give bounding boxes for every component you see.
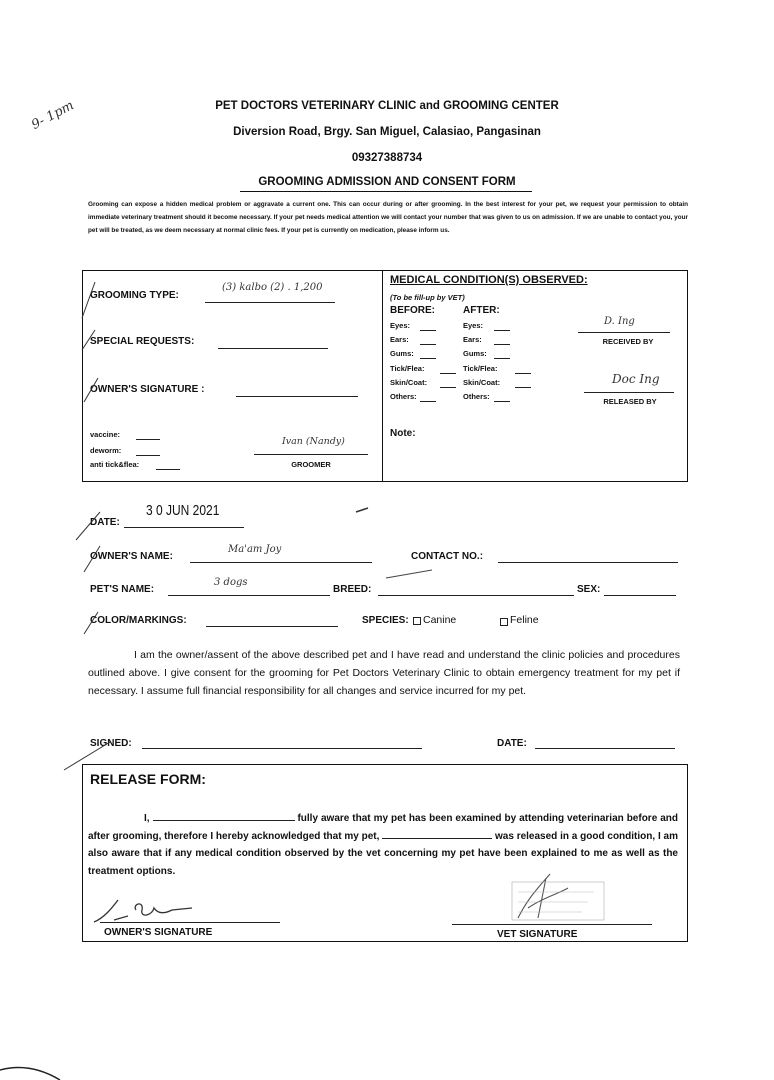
- special-requests-label: SPECIAL REQUESTS:: [90, 336, 195, 347]
- grooming-type-label: GROOMING TYPE:: [90, 290, 179, 301]
- vaccine-label: vaccine:: [90, 430, 121, 439]
- margin-note: 9- 1pm: [29, 98, 77, 133]
- after-item: Tick/Flea:: [463, 363, 498, 373]
- contact-label: CONTACT NO.:: [411, 551, 484, 562]
- after-item: Gums:: [463, 349, 487, 359]
- received-by-value[interactable]: D. Ing: [604, 316, 635, 327]
- species-label: SPECIES:: [362, 615, 409, 626]
- clinic-phone: 09327388734: [351, 152, 423, 164]
- release-text-1: fully aware that my pet has been examined by attending veterinarian before and after grooming, therefore I hereby acknowledged that my pet,: [88, 813, 678, 842]
- vet-sig-label: VET SIGNATURE: [497, 929, 578, 940]
- color-markings-label: COLOR/MARKINGS:: [90, 615, 187, 626]
- released-by-label: RELEASED BY: [603, 397, 657, 406]
- clinic-address: Diversion Road, Brgy. San Miguel, Calasiao, Pangasinan: [233, 126, 541, 138]
- note-label: Note:: [390, 428, 416, 439]
- signed-date-label: DATE:: [497, 738, 527, 749]
- before-item: Skin/Coat:: [390, 377, 428, 387]
- after-item: Ears:: [463, 335, 482, 345]
- before-item: Eyes:: [390, 321, 411, 330]
- released-by-value[interactable]: Doc Ing: [612, 372, 660, 386]
- date-label: DATE:: [90, 517, 120, 528]
- after-item: Eyes:: [463, 321, 484, 330]
- feline-label: Feline: [510, 614, 539, 626]
- intro-paragraph: Grooming can expose a hidden medical problem or aggravate a current one. This can occur during or after grooming. In the best interest for your pet, we request your permission to obtain immediate veterinary treatment should it become necessary. If your pet needs medical attention we will contact your number that was given to us on admission. If we are unable to contact you, your pet will be treated, as we deem necessary at normal clinic fees. If your pet is currently on medication, please inform us.: [88, 201, 688, 234]
- release-text-2: was released in a good condition, I am also aware that if any medical condition observed by the vet concerning my pet have been explained to me as well as the treatment options.: [88, 830, 678, 877]
- before-item: Tick/Flea:: [390, 363, 425, 373]
- pet-name-value[interactable]: 3 dogs: [214, 577, 248, 588]
- release-i: I,: [144, 813, 150, 824]
- groomer-name[interactable]: Ivan (Nandy): [282, 436, 345, 447]
- before-item: Others:: [390, 392, 417, 401]
- owner-name-value[interactable]: Ma'am Joy: [228, 544, 282, 555]
- release-title: RELEASE FORM:: [90, 771, 206, 787]
- anti-tick-label: anti tick&flea:: [90, 460, 140, 469]
- medical-subtitle: (To be fill-up by VET): [390, 293, 465, 302]
- canine-label: Canine: [423, 614, 457, 626]
- pet-name-label: PET'S NAME:: [90, 584, 155, 595]
- form-title: GROOMING ADMISSION AND CONSENT FORM: [258, 176, 516, 188]
- owner-signature-label: OWNER'S SIGNATURE :: [90, 384, 205, 395]
- signed-label: SIGNED:: [90, 738, 132, 749]
- after-item: Others:: [463, 392, 490, 401]
- sex-label: SEX:: [577, 584, 601, 595]
- after-label: AFTER:: [463, 305, 500, 316]
- before-item: Ears:: [390, 335, 409, 345]
- breed-label: BREED:: [333, 584, 372, 595]
- grooming-type-value[interactable]: (3) kalbo (2) . 1,200: [222, 282, 323, 293]
- consent-text: I am the owner/assent of the above described pet and I have read and understand the clinic policies and procedures outlined above. I give consent for the grooming for Pet Doctors Veterinary Clinic to obtain emergency treatment for my pet if necessary. I assume full financial responsibility for all changes and service incurred for my pet.: [88, 649, 680, 697]
- clinic-name: PET DOCTORS VETERINARY CLINIC and GROOMING CENTER: [215, 100, 559, 112]
- before-item: Gums:: [390, 349, 414, 359]
- date-stamp[interactable]: 3 0 JUN 2021: [146, 502, 220, 519]
- owner-sig-label: OWNER'S SIGNATURE: [104, 927, 213, 938]
- owner-name-label: OWNER'S NAME:: [90, 551, 173, 562]
- groomer-label: GROOMER: [291, 460, 331, 469]
- after-item: Skin/Coat:: [463, 377, 501, 387]
- medical-title: MEDICAL CONDITION(S) OBSERVED:: [390, 274, 588, 286]
- before-label: BEFORE:: [390, 305, 435, 316]
- deworm-label: deworm:: [90, 446, 122, 455]
- received-by-label: RECEIVED BY: [602, 337, 654, 346]
